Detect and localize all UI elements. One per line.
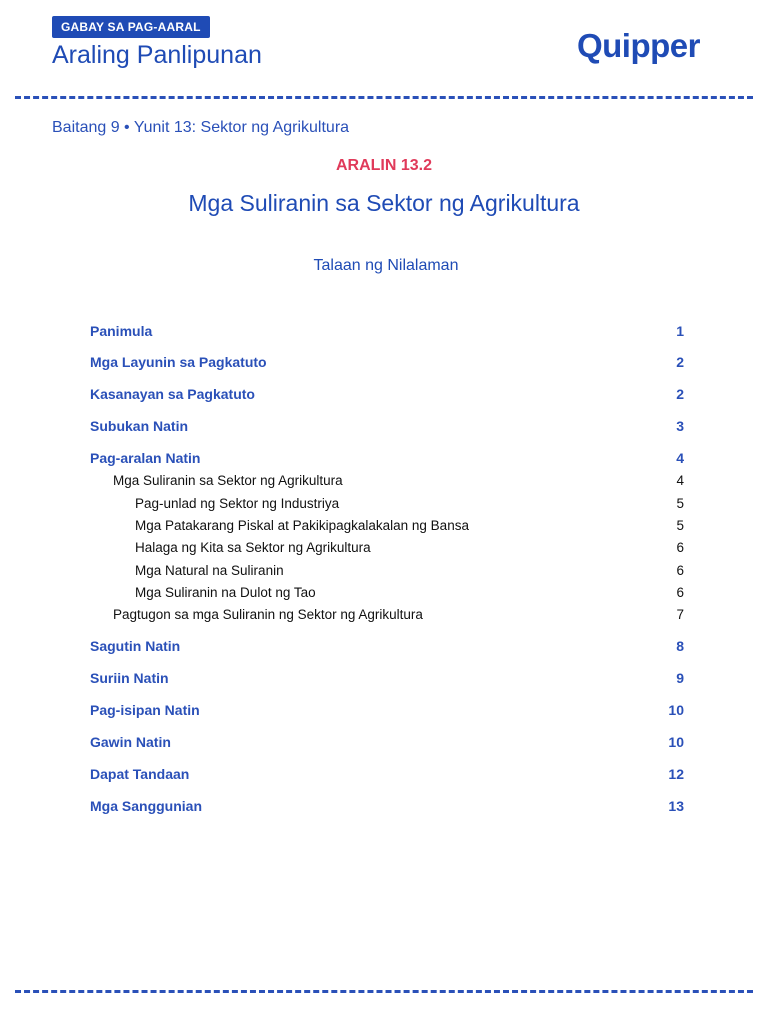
toc-entry-label: Pagtugon sa mga Suliranin ng Sektor ng Agrikultura <box>113 607 423 622</box>
toc-entry-label: Pag-aralan Natin <box>90 450 201 466</box>
toc-entry-label: Mga Suliranin na Dulot ng Tao <box>135 585 316 600</box>
toc-entry[interactable] <box>0 384 768 404</box>
toc-entry-page: 4 <box>676 473 684 488</box>
toc-entry-page: 5 <box>676 518 684 533</box>
lesson-title: Mga Suliranin sa Sektor ng Agrikultura <box>188 190 580 216</box>
toc-entry-label: Suriin Natin <box>90 670 169 686</box>
toc-entry[interactable] <box>0 448 768 468</box>
guide-badge: GABAY SA PAG-AARAL <box>52 16 210 38</box>
toc-entry-label: Halaga ng Kita sa Sektor ng Agrikultura <box>135 540 371 555</box>
toc-entry-page: 1 <box>676 323 684 339</box>
toc-entry-page: 4 <box>676 450 684 466</box>
quipper-logo: Quipper <box>576 27 700 64</box>
toc-entry-page: 2 <box>676 354 684 370</box>
toc-entry[interactable] <box>0 561 768 581</box>
toc-entry-page: 13 <box>668 798 684 814</box>
toc-entry-label: Kasanayan sa Pagkatuto <box>90 386 255 402</box>
toc-heading: Talaan ng Nilalaman <box>313 257 459 274</box>
toc-entry[interactable] <box>0 471 768 491</box>
toc-entry-label: Dapat Tandaan <box>90 766 190 782</box>
toc-entry-label: Pag-unlad ng Sektor ng Industriya <box>135 496 340 511</box>
top-dashed-divider <box>15 96 753 99</box>
toc-entry[interactable] <box>0 352 768 372</box>
toc-entry[interactable] <box>0 796 768 816</box>
toc-entry-page: 8 <box>676 638 684 654</box>
toc-entry[interactable] <box>0 321 768 341</box>
subject-title: Araling Panlipunan <box>52 41 262 69</box>
toc-entry-label: Panimula <box>90 323 153 339</box>
toc-entry-page: 5 <box>676 496 684 511</box>
unit-breadcrumb: Baitang 9 • Yunit 13: Sektor ng Agrikultura <box>52 119 350 136</box>
toc-entry-label: Mga Natural na Suliranin <box>135 563 284 578</box>
toc-entry-label: Mga Layunin sa Pagkatuto <box>90 354 267 370</box>
toc-entry-label: Mga Patakarang Piskal at Pakikipagkalakalan ng Bansa <box>135 518 469 533</box>
toc-entry-page: 7 <box>676 607 684 622</box>
toc-entry[interactable] <box>0 583 768 603</box>
toc-entry[interactable] <box>0 764 768 784</box>
toc-entry[interactable] <box>0 538 768 558</box>
toc-entry[interactable] <box>0 494 768 514</box>
toc-entry[interactable] <box>0 416 768 436</box>
toc-entry-label: Pag-isipan Natin <box>90 702 200 718</box>
toc-entry-label: Sagutin Natin <box>90 638 181 654</box>
toc-entry-page: 6 <box>676 585 684 600</box>
toc-entry-page: 3 <box>676 418 684 434</box>
toc-entry[interactable] <box>0 605 768 625</box>
toc-entry-page: 12 <box>668 766 684 782</box>
toc-entry-page: 6 <box>676 563 684 578</box>
toc-entry-page: 9 <box>676 670 684 686</box>
toc-entry-label: Mga Sanggunian <box>90 798 202 814</box>
toc-entry[interactable] <box>0 636 768 656</box>
toc-entry-label: Gawin Natin <box>90 734 171 750</box>
toc-entry-label: Subukan Natin <box>90 418 189 434</box>
toc-entry-page: 10 <box>668 702 684 718</box>
toc-entry[interactable] <box>0 516 768 536</box>
toc-entry-label: Mga Suliranin sa Sektor ng Agrikultura <box>113 473 343 488</box>
toc-entry-page: 10 <box>668 734 684 750</box>
toc-entry[interactable] <box>0 732 768 752</box>
toc-entry[interactable] <box>0 668 768 688</box>
toc-entry-page: 2 <box>676 386 684 402</box>
bottom-dashed-divider <box>15 990 753 993</box>
lesson-number: ARALIN 13.2 <box>335 157 433 174</box>
toc-entry[interactable] <box>0 700 768 720</box>
toc-entry-page: 6 <box>676 540 684 555</box>
